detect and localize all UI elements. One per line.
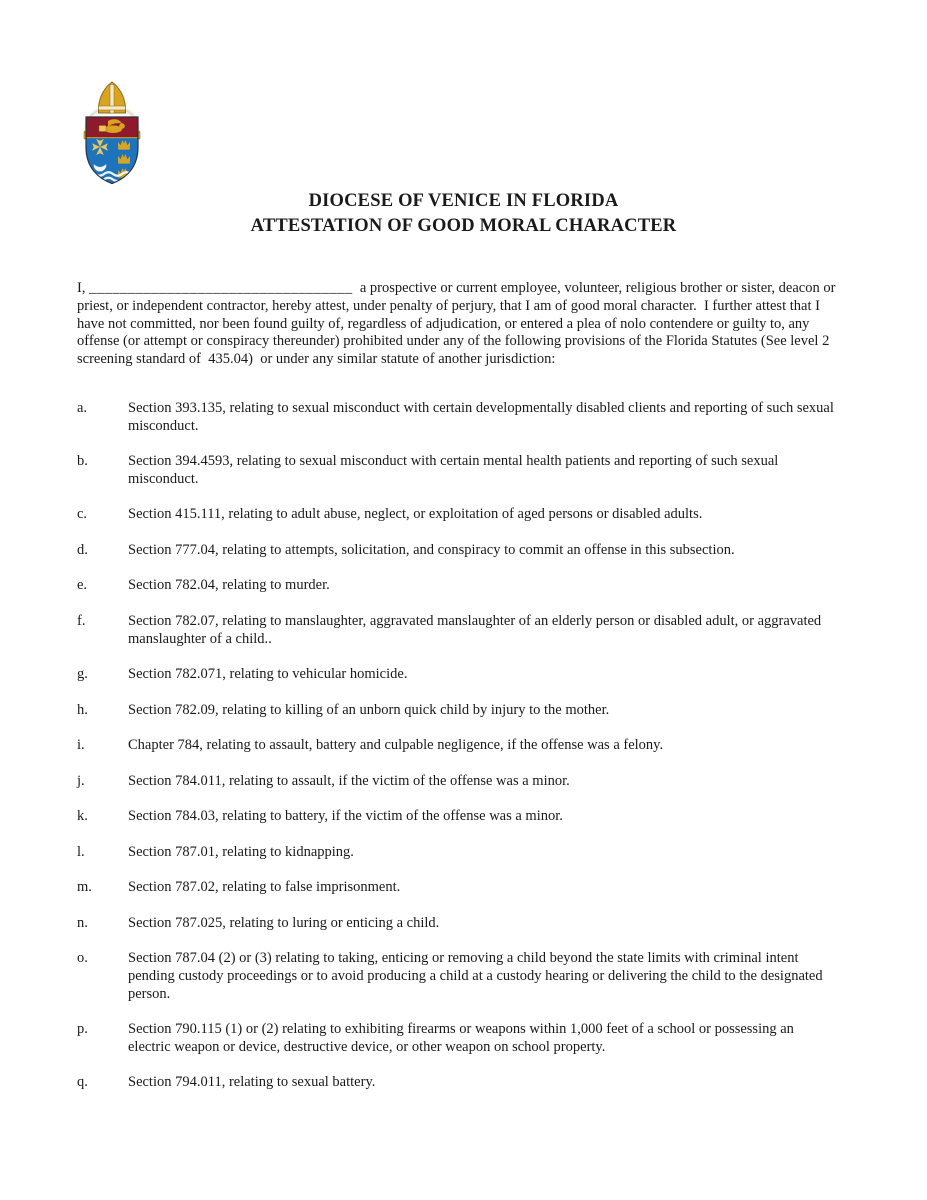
statute-text: Section 787.04 (2) or (3) relating to taking, enticing or removing a child beyond the state limits with criminal intent pending custody proceedings or to avoid producing a child at a custody hearing or delivering the child to the designated person. [128,950,823,1002]
statute-item [77,1074,837,1092]
statute-letter: g. [77,666,88,682]
waves-icon [86,172,140,176]
diocese-crest-icon [74,80,150,190]
statute-item [77,915,837,933]
intro-body-text: a prospective or current employee, volunteer, religious brother or sister, deacon or priest, or independent contractor, hereby attest, under penalty of perjury, that I am of good moral character. I further attest that I have not committed, nor been found guilty of, regardless of adjudication, or entered a plea of nolo contendere or guilty to, any offense (or attempt or conspiracy thereunder) prohibited under any of the following provisions of the Florida Statutes (See level 2 screening standard of 435.04) or under any similar statute of another jurisdiction: [77,280,840,367]
statute-letter: n. [77,914,88,931]
statute-item [77,1021,837,1057]
document-title-line1: DIOCESE OF VENICE IN FLORIDA [308,191,619,211]
statute-text: Section 787.025, relating to luring or enticing a child. [128,914,440,931]
waves-icon [86,178,140,182]
statute-text: Section 784.011, relating to assault, if the victim of the offense was a minor. [128,772,570,789]
statute-item [77,666,837,684]
statute-letter: d. [77,541,88,558]
statute-text: Section 787.02, relating to false imprisonment. [128,879,401,895]
crest-shield [86,117,140,184]
statute-item [77,950,837,1003]
statute-letter: f. [77,612,86,629]
statute-letter: p. [77,1021,88,1037]
statute-text: Section 782.09, relating to killing of an unborn quick child by injury to the mother. [128,701,610,718]
statute-text: Section 784.03, relating to battery, if the victim of the offense was a minor. [128,808,563,824]
statute-text: Section 787.01, relating to kidnapping. [128,843,354,860]
document-title [0,189,927,239]
statute-text: Section 782.04, relating to murder. [128,577,330,594]
statute-text: Section 782.07, relating to manslaughter, aggravated manslaughter of an elderly person or disabled adult, or aggravated manslaughter of a child.. [128,612,822,647]
statute-item [77,879,837,897]
statute-letter: e. [77,577,88,594]
statute-text: Section 794.011, relating to sexual battery. [128,1074,376,1091]
statute-letter: c. [77,506,88,523]
statute-letter: k. [77,808,88,824]
statute-text: Section 415.111, relating to adult abuse, neglect, or exploitation of aged persons or disabled adults. [128,506,703,523]
statute-item [77,400,837,436]
statute-item [77,737,837,755]
intro-paragraph [77,280,847,369]
statute-item [77,702,837,720]
statute-item [77,542,837,560]
statute-text: Section 790.115 (1) or (2) relating to exhibiting firearms or weapons within 1,000 feet of a school or possessing an electric weapon or device, destructive device, or other weapon on school property. [128,1021,794,1055]
document-title-line2: ATTESTATION OF GOOD MORAL CHARACTER [250,216,677,236]
statute-item [77,506,837,524]
statute-text: Section 782.071, relating to vehicular homicide. [128,666,408,682]
statute-letter: h. [77,701,88,718]
statute-item [77,808,837,826]
statute-letter: l. [77,843,85,860]
statute-item [77,613,837,649]
statute-text: Section 777.04, relating to attempts, solicitation, and conspiracy to commit an offense in this subsection. [128,541,735,558]
statute-item [77,844,837,862]
statute-letter: i. [77,737,85,753]
statute-item [77,773,837,791]
statute-letter: q. [77,1074,88,1091]
statute-text: Section 394.4593, relating to sexual misconduct with certain mental health patients and reporting of such sexual misconduct. [128,453,779,487]
crest-mitre [99,82,126,113]
statute-letter: m. [77,879,92,895]
document-body [77,280,847,1110]
statute-letter: a. [77,399,88,416]
statute-item [77,577,837,595]
statute-letter: o. [77,950,88,966]
statute-letter: j. [77,772,85,789]
statute-letter: b. [77,453,88,469]
statute-list [77,400,837,1092]
signature-blank: __________________________________ [89,280,353,296]
statute-text: Section 393.135, relating to sexual misconduct with certain developmentally disabled clients and reporting of such sexual misconduct. [128,399,834,434]
statute-text: Chapter 784, relating to assault, battery and culpable negligence, if the offense was a felony. [128,737,664,753]
statute-item [77,453,837,489]
intro-prefix: I, [77,280,90,296]
